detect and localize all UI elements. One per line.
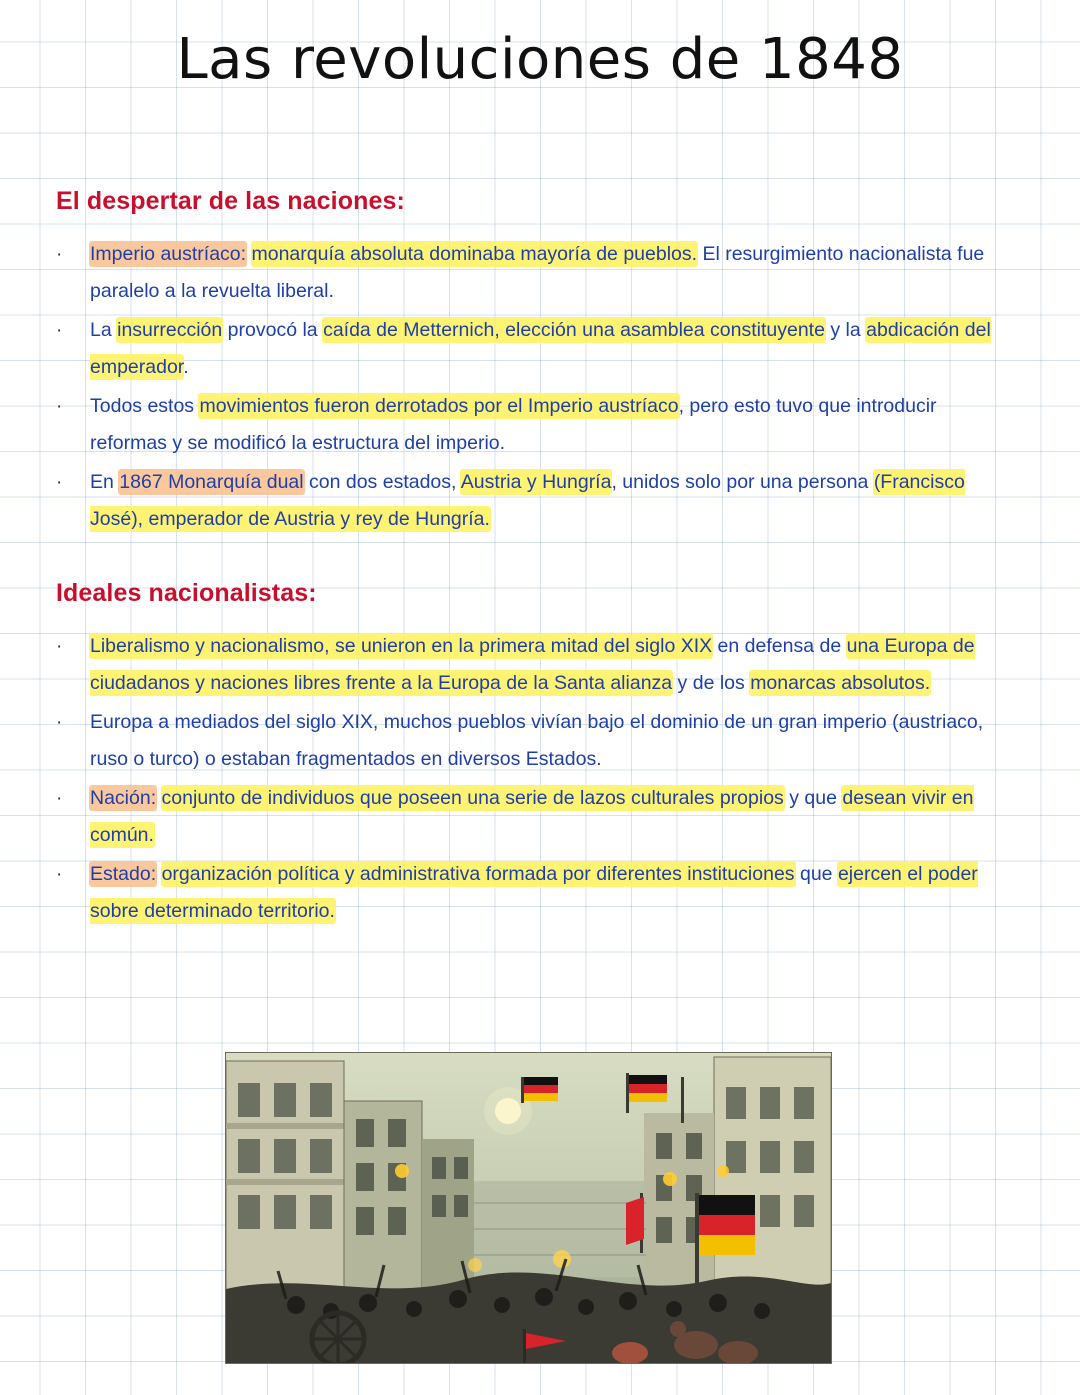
highlighted-text-run: monarquía absoluta dominaba mayoría de pueblos.: [251, 243, 698, 266]
highlighted-text-run: Austria y Hungría: [460, 471, 612, 494]
bullet-dot-icon: ·: [56, 244, 63, 266]
revolution-barricade-illustration: [225, 1052, 832, 1364]
section-heading-ideales-nacionalistas: Ideales nacionalistas:: [56, 579, 317, 608]
bullet-dot-icon: ·: [56, 472, 63, 494]
section-heading-despertar-naciones: El despertar de las naciones:: [56, 187, 405, 216]
bullet-list-despertar-naciones: [0, 236, 1080, 538]
text-run: y de los: [672, 672, 751, 695]
bullet-dot-icon: ·: [56, 636, 63, 658]
highlighted-text-run: insurrección: [117, 319, 223, 342]
text-run: con dos estados,: [303, 471, 461, 494]
highlighted-text-run: Liberalismo y nacionalismo, se unieron en la primera mitad del siglo XIX: [90, 635, 713, 658]
bullet-dot-icon: ·: [56, 712, 63, 734]
text-run: que: [794, 863, 838, 886]
highlighted-text-run: caída de Metternich, elección una asamblea constituyente: [323, 319, 825, 342]
highlighted-text-run: ejercen el poder sobre determinado territorio.: [90, 863, 978, 923]
text-run: Todos estos: [90, 395, 200, 418]
highlighted-text-run: movimientos fueron derrotados por el Imperio austríaco: [199, 395, 679, 418]
highlighted-text-run: Imperio austríaco:: [90, 243, 247, 266]
highlighted-text-run: abdicación del emperador: [90, 319, 991, 379]
highlighted-text-run: monarcas absolutos.: [750, 672, 931, 695]
list-item: [46, 628, 1010, 702]
text-run: [156, 863, 161, 885]
text-run: y la: [824, 319, 867, 342]
illustration-graphic: [226, 1053, 831, 1363]
highlighted-text-run: una Europa de ciudadanos y naciones libres frente a la Europa de la Santa alianza: [90, 635, 975, 695]
list-item: [46, 704, 1010, 778]
text-run: .: [183, 356, 189, 379]
highlighted-text-run: Estado:: [90, 863, 157, 886]
highlighted-text-run: (Francisco José), emperador de Austria y rey de Hungría.: [90, 471, 965, 531]
highlighted-text-run: Nación:: [90, 787, 157, 810]
list-item: [46, 312, 1010, 386]
text-run: [156, 787, 161, 809]
text-run: , pero esto tuvo que introducir reformas y se modificó la estructura del imperio.: [90, 395, 937, 455]
text-run: en defensa de: [712, 635, 847, 658]
text-run: y que: [783, 787, 843, 810]
highlighted-text-run: conjunto de individuos que poseen una serie de lazos culturales propios: [161, 787, 784, 810]
text-run: La: [90, 319, 118, 342]
text-run: provocó la: [222, 319, 324, 342]
list-item: [46, 780, 1010, 854]
highlighted-text-run: desean vivir en común.: [90, 787, 974, 847]
text-run: Europa a mediados del siglo XIX, muchos pueblos vivían bajo el dominio de un gran imperio (austriaco, ruso o turco) o estaban fragmentados en diversos Estados.: [90, 711, 984, 771]
list-item: [46, 388, 1010, 462]
list-item: [46, 856, 1010, 930]
page-title: Las revoluciones de 1848: [176, 27, 904, 92]
bullet-dot-icon: ·: [56, 320, 63, 342]
bullet-dot-icon: ·: [56, 864, 63, 886]
bullet-list-ideales-nacionalistas: [0, 628, 1080, 930]
bullet-dot-icon: ·: [56, 788, 63, 810]
text-run: El resurgimiento nacionalista fue paralelo a la revuelta liberal.: [90, 243, 985, 303]
text-run: [246, 243, 251, 265]
text-run: En: [90, 471, 120, 494]
highlighted-text-run: 1867 Monarquía dual: [119, 471, 304, 494]
list-item: [46, 464, 1010, 538]
highlighted-text-run: organización política y administrativa formada por diferentes instituciones: [161, 863, 795, 886]
bullet-dot-icon: ·: [56, 396, 63, 418]
text-run: , unidos solo por una persona: [611, 471, 874, 494]
list-item: [46, 236, 1010, 310]
